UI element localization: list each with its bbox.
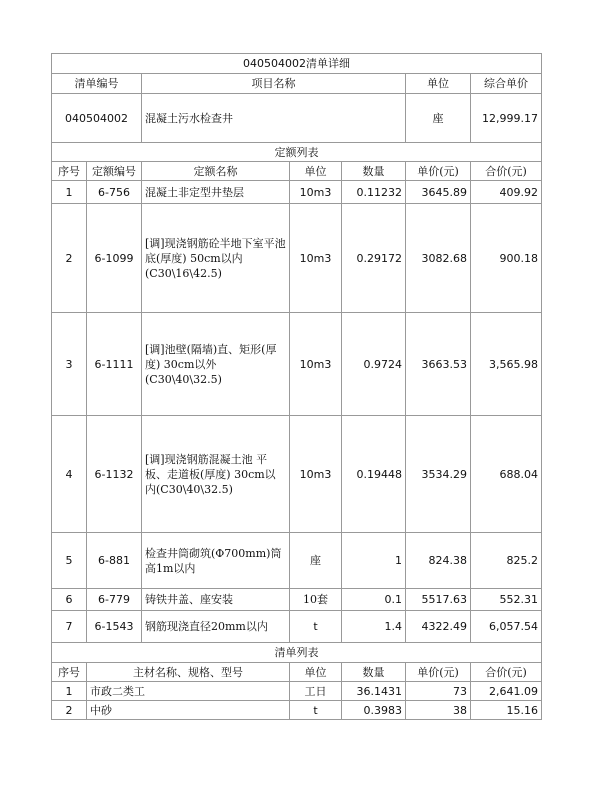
column-header: 单位 [290, 663, 342, 682]
row-no: 1 [52, 181, 87, 204]
row-name: [调]池壁(隔墙)直、矩形(厚度) 30cm以外(C30\40\32.5) [142, 313, 290, 416]
row-name: 检查井筒砌筑(Φ700mm)筒高1m以内 [142, 533, 290, 589]
material-no: 1 [52, 682, 87, 701]
column-header: 合价(元) [471, 663, 542, 682]
row-unit: 10m3 [290, 416, 342, 533]
row-name: 混凝土非定型井垫层 [142, 181, 290, 204]
column-header: 主材名称、规格、型号 [87, 663, 290, 682]
row-code: 6-1543 [87, 611, 142, 643]
materials-header-row [52, 663, 542, 682]
row-price: 3645.89 [406, 181, 471, 204]
column-header: 数量 [342, 162, 406, 181]
row-qty: 0.1 [342, 589, 406, 611]
row-price: 3663.53 [406, 313, 471, 416]
material-name: 中砂 [87, 701, 290, 720]
row-code: 6-1132 [87, 416, 142, 533]
table-row [52, 589, 542, 611]
row-total: 409.92 [471, 181, 542, 204]
detail-table [51, 53, 542, 720]
row-price: 4322.49 [406, 611, 471, 643]
material-price: 73 [406, 682, 471, 701]
header-row [52, 74, 542, 94]
unit-header: 单位 [406, 74, 471, 94]
title-row [52, 54, 542, 74]
row-name: 钢筋现浇直径20mm以内 [142, 611, 290, 643]
row-qty: 1.4 [342, 611, 406, 643]
material-unit: 工日 [290, 682, 342, 701]
row-unit: 10m3 [290, 313, 342, 416]
row-code: 6-756 [87, 181, 142, 204]
row-qty: 1 [342, 533, 406, 589]
table-row [52, 416, 542, 533]
row-qty: 0.9724 [342, 313, 406, 416]
material-total: 15.16 [471, 701, 542, 720]
row-no: 3 [52, 313, 87, 416]
row-code: 6-1099 [87, 204, 142, 313]
materials-section-title: 清单列表 [52, 643, 542, 663]
name-header: 项目名称 [142, 74, 406, 94]
row-price: 3082.68 [406, 204, 471, 313]
table-row [52, 611, 542, 643]
row-code: 6-881 [87, 533, 142, 589]
list-item [52, 682, 542, 701]
column-header: 定额编号 [87, 162, 142, 181]
column-header: 单价(元) [406, 663, 471, 682]
row-no: 2 [52, 204, 87, 313]
quota-section-row [52, 143, 542, 162]
quota-header-row [52, 162, 542, 181]
material-qty: 36.1431 [342, 682, 406, 701]
row-total: 688.04 [471, 416, 542, 533]
row-total: 3,565.98 [471, 313, 542, 416]
row-price: 3534.29 [406, 416, 471, 533]
row-unit: 座 [290, 533, 342, 589]
row-price: 824.38 [406, 533, 471, 589]
row-unit: 10m3 [290, 204, 342, 313]
row-price: 5517.63 [406, 589, 471, 611]
row-unit: 10套 [290, 589, 342, 611]
row-qty: 0.29172 [342, 204, 406, 313]
materials-section-row [52, 643, 542, 663]
row-qty: 0.19448 [342, 416, 406, 533]
sheet-title: 040504002清单详细 [52, 54, 542, 74]
row-unit: 10m3 [290, 181, 342, 204]
row-total: 825.2 [471, 533, 542, 589]
material-no: 2 [52, 701, 87, 720]
column-header: 序号 [52, 663, 87, 682]
column-header: 合价(元) [471, 162, 542, 181]
column-header: 单位 [290, 162, 342, 181]
column-header: 序号 [52, 162, 87, 181]
row-qty: 0.11232 [342, 181, 406, 204]
material-total: 2,641.09 [471, 682, 542, 701]
row-unit: t [290, 611, 342, 643]
code-header: 清单编号 [52, 74, 142, 94]
item-price: 12,999.17 [471, 94, 542, 143]
table-row [52, 313, 542, 416]
item-name: 混凝土污水检查井 [142, 94, 406, 143]
row-no: 6 [52, 589, 87, 611]
table-row [52, 181, 542, 204]
material-price: 38 [406, 701, 471, 720]
quota-section-title: 定额列表 [52, 143, 542, 162]
row-name: 铸铁井盖、座安装 [142, 589, 290, 611]
row-code: 6-779 [87, 589, 142, 611]
item-row [52, 94, 542, 143]
table-row [52, 533, 542, 589]
material-name: 市政二类工 [87, 682, 290, 701]
row-total: 6,057.54 [471, 611, 542, 643]
price-header: 综合单价 [471, 74, 542, 94]
row-no: 4 [52, 416, 87, 533]
material-unit: t [290, 701, 342, 720]
material-qty: 0.3983 [342, 701, 406, 720]
row-total: 552.31 [471, 589, 542, 611]
row-name: [调]现浇钢筋砼半地下室平池底(厚度) 50cm以内(C30\16\42.5) [142, 204, 290, 313]
column-header: 数量 [342, 663, 406, 682]
row-code: 6-1111 [87, 313, 142, 416]
column-header: 单价(元) [406, 162, 471, 181]
item-code: 040504002 [52, 94, 142, 143]
list-item [52, 701, 542, 720]
item-unit: 座 [406, 94, 471, 143]
row-no: 5 [52, 533, 87, 589]
column-header: 定额名称 [142, 162, 290, 181]
row-no: 7 [52, 611, 87, 643]
row-name: [调]现浇钢筋混凝土池 平板、走道板(厚度) 30cm以内(C30\40\32.5) [142, 416, 290, 533]
row-total: 900.18 [471, 204, 542, 313]
table-row [52, 204, 542, 313]
